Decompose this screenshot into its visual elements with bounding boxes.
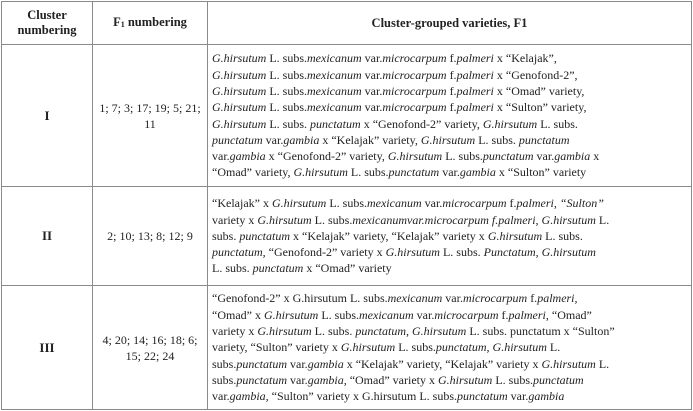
- variety-text: L. subs.: [542, 228, 583, 243]
- taxon-text: microcarpum: [434, 307, 499, 322]
- taxon-text: mexicanum: [359, 307, 414, 322]
- variety-text: “Genofond-2” x G.hirsutum L. subs.: [212, 291, 388, 306]
- taxon-text: G.hirsutum: [385, 245, 440, 260]
- taxon-text: punctatum, G.hirsutum: [355, 324, 467, 339]
- variety-text: x “Kelajak”,: [493, 51, 557, 66]
- table-row: [2, 187, 692, 286]
- taxon-text: mexicanum: [366, 196, 422, 211]
- variety-text: x “Kelajak” variety,: [319, 132, 421, 147]
- f1-numbering-cell: 1; 7; 3; 17; 19; 5; 21; 11: [93, 45, 208, 187]
- variety-text: f.: [446, 51, 457, 66]
- cluster-table: [1, 1, 692, 410]
- taxon-text: microcarpum: [382, 83, 447, 98]
- variety-text: var.: [287, 356, 308, 371]
- variety-text: f.: [506, 196, 517, 211]
- variety-text: var.: [287, 372, 308, 387]
- taxon-text: punctatum: [239, 228, 291, 243]
- variety-text: x “Kelajak” variety, “Kelajak” variety x: [290, 228, 488, 243]
- cluster-number-cell: II: [2, 187, 93, 286]
- taxon-text: punctatum: [212, 132, 263, 147]
- variety-text: var.: [439, 165, 460, 180]
- header-varieties-label: Cluster-grouped varieties, F1: [371, 15, 528, 30]
- variety-text: L. subs.: [347, 165, 389, 180]
- table-row: [2, 45, 692, 187]
- taxon-text: mexicanum: [387, 291, 443, 306]
- taxon-text: G.hirsutum: [257, 324, 312, 339]
- variety-text: L. subs.: [266, 67, 308, 82]
- variety-text: “Kelajak” x: [212, 196, 272, 211]
- taxon-text: punctatum: [533, 372, 584, 387]
- table-row: [2, 286, 692, 410]
- variety-text: var.: [421, 196, 443, 211]
- taxon-text: G.hirsutum: [293, 165, 348, 180]
- taxon-text: palmeri: [456, 83, 494, 98]
- variety-text: x “Omad” variety,: [493, 83, 585, 98]
- taxon-text: punctatum: [482, 149, 534, 164]
- taxon-text: G.hirsutum: [212, 83, 267, 98]
- taxon-text: G.hirsutum: [212, 51, 267, 66]
- taxon-text: microcarpum: [462, 291, 528, 306]
- header-f1-main: F: [113, 14, 121, 29]
- variety-text: x “Genofond-2”,: [493, 67, 578, 82]
- variety-text: “Omad” x: [212, 307, 264, 322]
- taxon-text: G.hirsutum: [487, 228, 543, 243]
- variety-text: x “Genofond-2” variety,: [360, 116, 483, 131]
- variety-text: var.: [262, 132, 284, 147]
- variety-text: L. subs.: [318, 307, 359, 322]
- variety-text: var.: [533, 149, 555, 164]
- taxon-text: punctatum: [236, 356, 288, 371]
- variety-text: subs.: [212, 228, 240, 243]
- varieties-cell: [208, 286, 692, 410]
- variety-text: x “Kelajak” variety, “Kelajak” variety x: [343, 356, 542, 371]
- taxon-text: palmeri: [508, 307, 546, 322]
- variety-text: L.: [595, 212, 610, 227]
- taxon-text: microcarpum: [382, 67, 447, 82]
- variety-text: L. subs.: [492, 372, 533, 387]
- variety-text: L. subs.: [311, 324, 356, 339]
- variety-text: “Omad” variety x: [349, 372, 438, 387]
- variety-text: variety x: [212, 212, 258, 227]
- variety-text: L. subs. punctatum x “Sulton”: [466, 324, 615, 339]
- variety-text: x “Sulton” variety: [495, 165, 587, 180]
- taxon-text: palmeri: [456, 67, 494, 82]
- header-cluster-numbering: [2, 2, 93, 45]
- taxon-text: gambia,: [229, 389, 269, 404]
- taxon-text: G.hirsutum: [271, 196, 327, 211]
- header-f1-rest: numbering: [124, 14, 187, 29]
- variety-text: var.: [413, 307, 435, 322]
- taxon-text: G.hirsutum: [541, 356, 596, 371]
- taxon-text: palmeri,: [537, 291, 578, 306]
- variety-text: x “Sulton” variety,: [493, 100, 587, 115]
- variety-text: L. subs.: [475, 132, 519, 147]
- variety-text: var.: [361, 83, 383, 98]
- variety-text: L. subs.: [266, 83, 308, 98]
- variety-text: var.: [212, 389, 230, 404]
- taxon-text: microcarpum: [382, 51, 447, 66]
- taxon-text: gambia: [459, 165, 496, 180]
- variety-text: “Omad” variety,: [212, 165, 294, 180]
- variety-text: L.: [595, 356, 610, 371]
- f1-numbering-cell: 2; 10; 13; 8; 12; 9: [93, 187, 208, 286]
- taxon-text: punctatum: [236, 372, 288, 387]
- variety-text: L. subs.: [311, 212, 353, 227]
- taxon-text: palmeri: [456, 100, 494, 115]
- taxon-text: palmeri: [456, 51, 494, 66]
- variety-text: f.: [446, 100, 457, 115]
- taxon-text: G.hirsutum: [212, 100, 267, 115]
- taxon-text: gambia: [528, 389, 565, 404]
- variety-text: var.: [507, 389, 529, 404]
- variety-text: var.: [212, 149, 230, 164]
- taxon-text: punctatum,: [212, 245, 266, 260]
- taxon-text: gambia,: [307, 372, 350, 387]
- taxon-text: palmeri, “Sulton”: [516, 196, 604, 211]
- taxon-text: G.hirsutum: [340, 340, 396, 355]
- header-row: [2, 2, 692, 45]
- variety-text: x: [590, 149, 600, 164]
- taxon-text: gambia: [283, 132, 320, 147]
- header-f1-numbering: [93, 2, 208, 45]
- taxon-text: punctatum: [518, 132, 570, 147]
- f1-numbering-cell: 4; 20; 14; 16; 18; 6; 15; 22; 24: [93, 286, 208, 410]
- variety-text: subs.: [212, 372, 237, 387]
- variety-text: L. subs.: [266, 100, 308, 115]
- variety-text: L. subs.: [395, 340, 436, 355]
- taxon-text: Punctatum, G.hirsutum: [483, 245, 596, 260]
- variety-text: “Sulton” variety x G.hirsutum L. subs.: [268, 389, 457, 404]
- taxon-text: G.hirsutum: [257, 212, 312, 227]
- variety-text: x “Omad” variety: [303, 261, 392, 276]
- cluster-number-cell: III: [2, 286, 93, 410]
- variety-text: f.: [446, 67, 457, 82]
- variety-text: variety, “Sulton” variety x: [212, 340, 341, 355]
- cluster-number-cell: I: [2, 45, 93, 187]
- header-varieties: [208, 2, 692, 45]
- variety-text: var.: [361, 100, 383, 115]
- variety-text: L. subs.: [439, 245, 484, 260]
- taxon-text: microcarpum: [442, 196, 507, 211]
- variety-text: , “Omad”: [545, 307, 592, 322]
- taxon-text: G.hirsutum: [212, 116, 267, 131]
- variety-text: f.: [498, 307, 509, 322]
- taxon-text: G.hirsutum: [387, 149, 443, 164]
- variety-text: L.: [546, 340, 561, 355]
- taxon-text: gambia: [307, 356, 344, 371]
- taxon-text: G.hirsutum: [482, 116, 538, 131]
- variety-text: “Genofond-2” variety x: [265, 245, 386, 260]
- variety-text: var.: [442, 291, 463, 306]
- taxon-text: mexicanum: [307, 83, 362, 98]
- taxon-text: G.hirsutum: [437, 372, 493, 387]
- variety-text: variety x: [212, 324, 258, 339]
- taxon-text: mexicanum: [307, 67, 362, 82]
- taxon-text: punctatum: [252, 261, 304, 276]
- variety-text: L. subs.: [266, 116, 311, 131]
- taxon-text: punctatum, G.hirsutum: [435, 340, 547, 355]
- variety-text: var.: [361, 67, 383, 82]
- variety-text: var.: [361, 51, 383, 66]
- variety-text: x “Genofond-2” variety,: [265, 149, 388, 164]
- taxon-text: G.hirsutum: [212, 67, 267, 82]
- variety-text: L. subs.: [212, 261, 253, 276]
- header-f1-sub: 1: [120, 19, 125, 29]
- taxon-text: microcarpum: [382, 100, 447, 115]
- taxon-text: G.hirsutum: [420, 132, 476, 147]
- variety-text: L. subs.: [442, 149, 483, 164]
- taxon-text: mexicanum: [307, 100, 362, 115]
- variety-text: L. subs.: [326, 196, 367, 211]
- variety-text: subs.: [212, 356, 237, 371]
- varieties-cell: [208, 187, 692, 286]
- taxon-text: punctatum: [457, 389, 508, 404]
- varieties-cell: [208, 45, 692, 187]
- variety-text: L. subs.: [537, 116, 578, 131]
- taxon-text: gambia: [229, 149, 266, 164]
- taxon-text: mexicanumvar.microcarpum f.palmeri, G.hirsutum: [352, 212, 596, 227]
- taxon-text: mexicanum: [307, 51, 362, 66]
- variety-text: L. subs.: [266, 51, 308, 66]
- header-cluster-label: Cluster numbering: [17, 8, 77, 37]
- taxon-text: punctatum: [388, 165, 440, 180]
- variety-text: f.: [446, 83, 457, 98]
- taxon-text: gambia: [554, 149, 591, 164]
- variety-text: f.: [527, 291, 538, 306]
- taxon-text: G.hirsutum: [263, 307, 319, 322]
- taxon-text: punctatum: [310, 116, 361, 131]
